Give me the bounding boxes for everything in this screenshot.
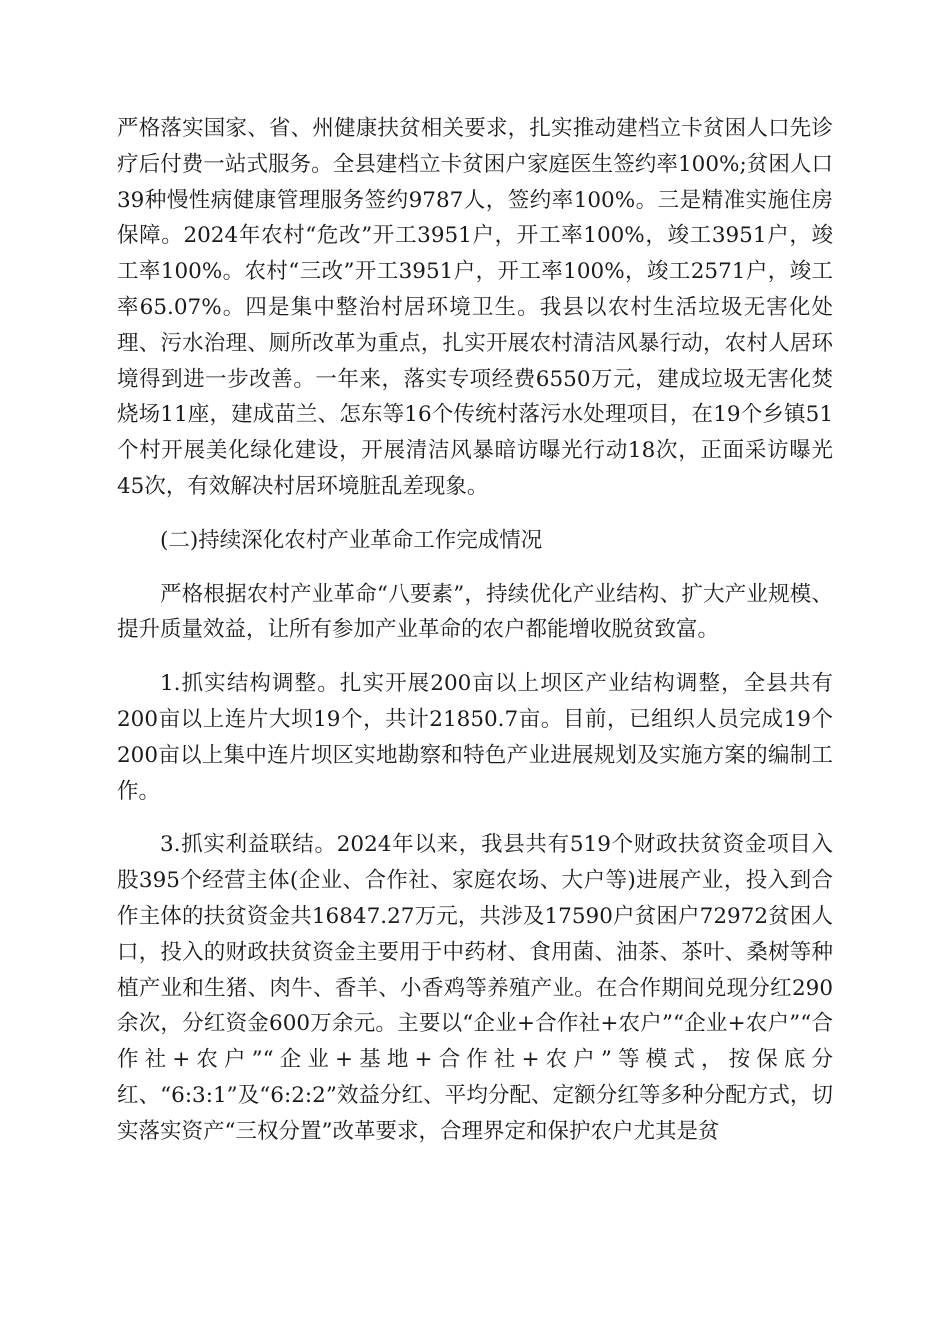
section-heading-industry-revolution: (二)持续深化农村产业革命工作完成情况 xyxy=(160,527,543,553)
paragraph-structure-adjustment: 1.抓实结构调整。扎实开展200亩以上坝区产业结构调整，全县共有200亩以上连片大坝19个，共计21850.7亩。目前，已组织人员完成19个200亩以上集中连片坝区实地勘察和特色产业进展规划及实施方案的编制工作。 xyxy=(117,671,833,804)
document-body xyxy=(117,111,833,1150)
paragraph-health-housing-environment: 严格落实国家、省、州健康扶贫相关要求，扎实推动建档立卡贫困人口先诊疗后付费一站式服务。全县建档立卡贫困户家庭医生签约率100%;贫困人口39种慢性病健康管理服务签约9787人，签约率100%。三是精准实施住房保障。2024年农村“危改”开工3951户，开工率100%，竣工3951户，竣工率100%。农村“三改”开工3951户，开工率100%，竣工2571户，竣工率65.07%。四是集中整治村居环境卫生。我县以农村生活垃圾无害化处理、污水治理、厕所改革为重点，扎实开展农村清洁风暴行动，农村人居环境得到进一步改善。一年来，落实专项经费6550万元，建成垃圾无害化焚烧场11座，建成苗兰、怎东等16个传统村落污水处理项目，在19个乡镇51个村开展美化绿化建设，开展清洁风暴暗访曝光行动18次，正面采访曝光45次，有效解决村居环境脏乱差现象。 xyxy=(117,116,833,499)
paragraph-eight-elements: 严格根据农村产业革命“八要素”，持续优化产业结构、扩大产业规模、提升质量效益，让所有参加产业革命的农户都能增收脱贫致富。 xyxy=(117,581,833,643)
paragraph-interest-linkage: 3.抓实利益联结。2024年以来，我县共有519个财政扶贫资金项目入股395个经营主体(企业、合作社、家庭农场、大户等)进展产业，投入到合作主体的扶贫资金共16847.27万元，共涉及17590户贫困户72972贫困人口，投入的财政扶贫资金主要用于中药材、食用菌、油茶、茶叶、桑树等种植产业和生猪、肉牛、香羊、小香鸡等养殖产业。在合作期间兑现分红290余次，分红资金600万余元。主要以“企业+合作社+农户”“企业+农户”“合作社+农户”“企业+基地+合作社+农户”等模式，按保底分红、“6:3:1”及“6:2:2”效益分红、平均分配、定额分红等多种分配方式，切实落实资产“三权分置”改革要求，合理界定和保护农户尤其是贫 xyxy=(117,832,833,1144)
